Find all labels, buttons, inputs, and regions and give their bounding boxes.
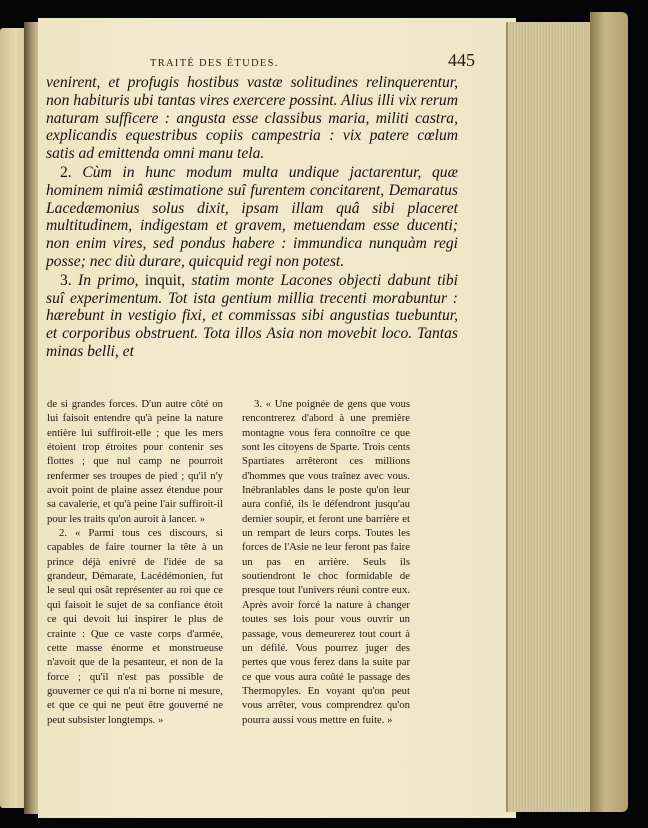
page-block-edges — [506, 22, 594, 812]
running-title: TRAITÉ DES ÉTUDES. — [150, 58, 279, 69]
french-paragraph-2: 2. « Parmi tous ces discours, si capables de faire tourner la tête à un prince déjà enivré de l'idée de sa grandeur, Démarate, Lacédémonien, fut le seul qui osât représenter au roi que ce qui faisoit le sujet de sa confiance étoit ce qui devoit lui inspirer le plus de crainte : Que ce vaste corps d'armée, cette masse énorme et monstrueuse n'avoit que de la pesanteur, et non de la force ; qu'il n'est pas possible de gouverner ce qui n'a ni borne ni mesure, et que ce qui ne peut être gouverné ne peut subsister longtemps. » — [47, 527, 223, 726]
french-right-column — [242, 397, 410, 727]
latin-paragraph-2 — [46, 164, 458, 271]
left-page-edge — [0, 28, 26, 808]
latin-paragraph-3-text-b: statim monte Lacones objecti dabunt tibi suî experimentum. Tot ista gentium millia trecenti morabuntur : hærebunt in vestigio fixi, et commissas sibi angustias tuebuntur, et corporibus obstruent. Tota illos Asia non movebit loco. Tantas minas belli, et — [46, 271, 458, 360]
latin-paragraph-2-text: Cùm in hunc modum multa undique jactarentur, quæ hominem nimiâ æstimatione suî furentem concitarent, Demaratus Lacedæmonius solus dixit, ipsam illam quâ sibi placeret multitudinem, indigestam et gravem, metuendam esse ducenti; non enim vires, sed pondus habere : immundica nunquàm regi posse; nec diù durare, quicquid regi non potest. — [46, 163, 458, 270]
latin-paragraph-1: venirent, et profugis hostibus vastæ solitudines relinquerentur, non habituris ubi tantas vires exercere possint. Alius illi vix rerum naturam sufficere : angusta esse classibus maria, militi castra, explicandis equestribus copiis campestria : vix patere cœlum satis ad emittenda omni manu tela. — [46, 74, 458, 163]
page-number: 445 — [448, 50, 475, 70]
latin-paragraph-3-text-a: In primo, — [78, 271, 139, 289]
paragraph-number: 3. — [60, 271, 72, 289]
latin-text-block — [46, 74, 458, 361]
latin-inquit: inquit, — [144, 271, 186, 289]
latin-paragraph-3 — [46, 272, 458, 361]
paragraph-number: 2. — [60, 163, 72, 181]
book-cover-edge — [590, 12, 628, 812]
french-left-column — [47, 397, 223, 727]
french-paragraph-3: 3. « Une poignée de gens que vous rencontrerez d'abord à une première montagne vous fera connoître ce que sont les citoyens de Sparte. Trois cents Spartiates arrêteront ces millions d'hommes que vous traînez avec vous. Inébranlables dans le poste qu'on leur aura confié, ils le défendront jusqu'au dernier soupir, et feront une barrière et un rempart de leurs corps. Toutes les forces de l'Asie ne leur feront pas faire un pas en arrière. Seuls ils soutiendront le choc formidable de presque tout l'univers réuni contre eux. Après avoir forcé la nature à changer toutes ses lois pour vous ouvrir un passage, vous demeurerez tout court à un défilé. Vous pourrez juger des pertes que vous ferez dans la suite par ce que vous aura coûté le passage des Thermopyles. En voyant qu'on peut vous arrêter, vous comprendrez qu'on pourra aussi vous mettre en fuite. » — [242, 398, 410, 726]
french-paragraph-1: de si grandes forces. D'un autre côté on lui faisoit entendre qu'à peine la nature entière lui suffiroit-elle ; que les mers étoient trop étroites pour contenir ses flottes ; que nul camp ne pourroit renfermer ses troupes de pied ; qu'il n'y avoit point de plaine assez étendue pour sa cavalerie, et qu'à peine l'air suffiroit-il pour les traits qu'on auroit à lancer. » — [47, 398, 223, 525]
